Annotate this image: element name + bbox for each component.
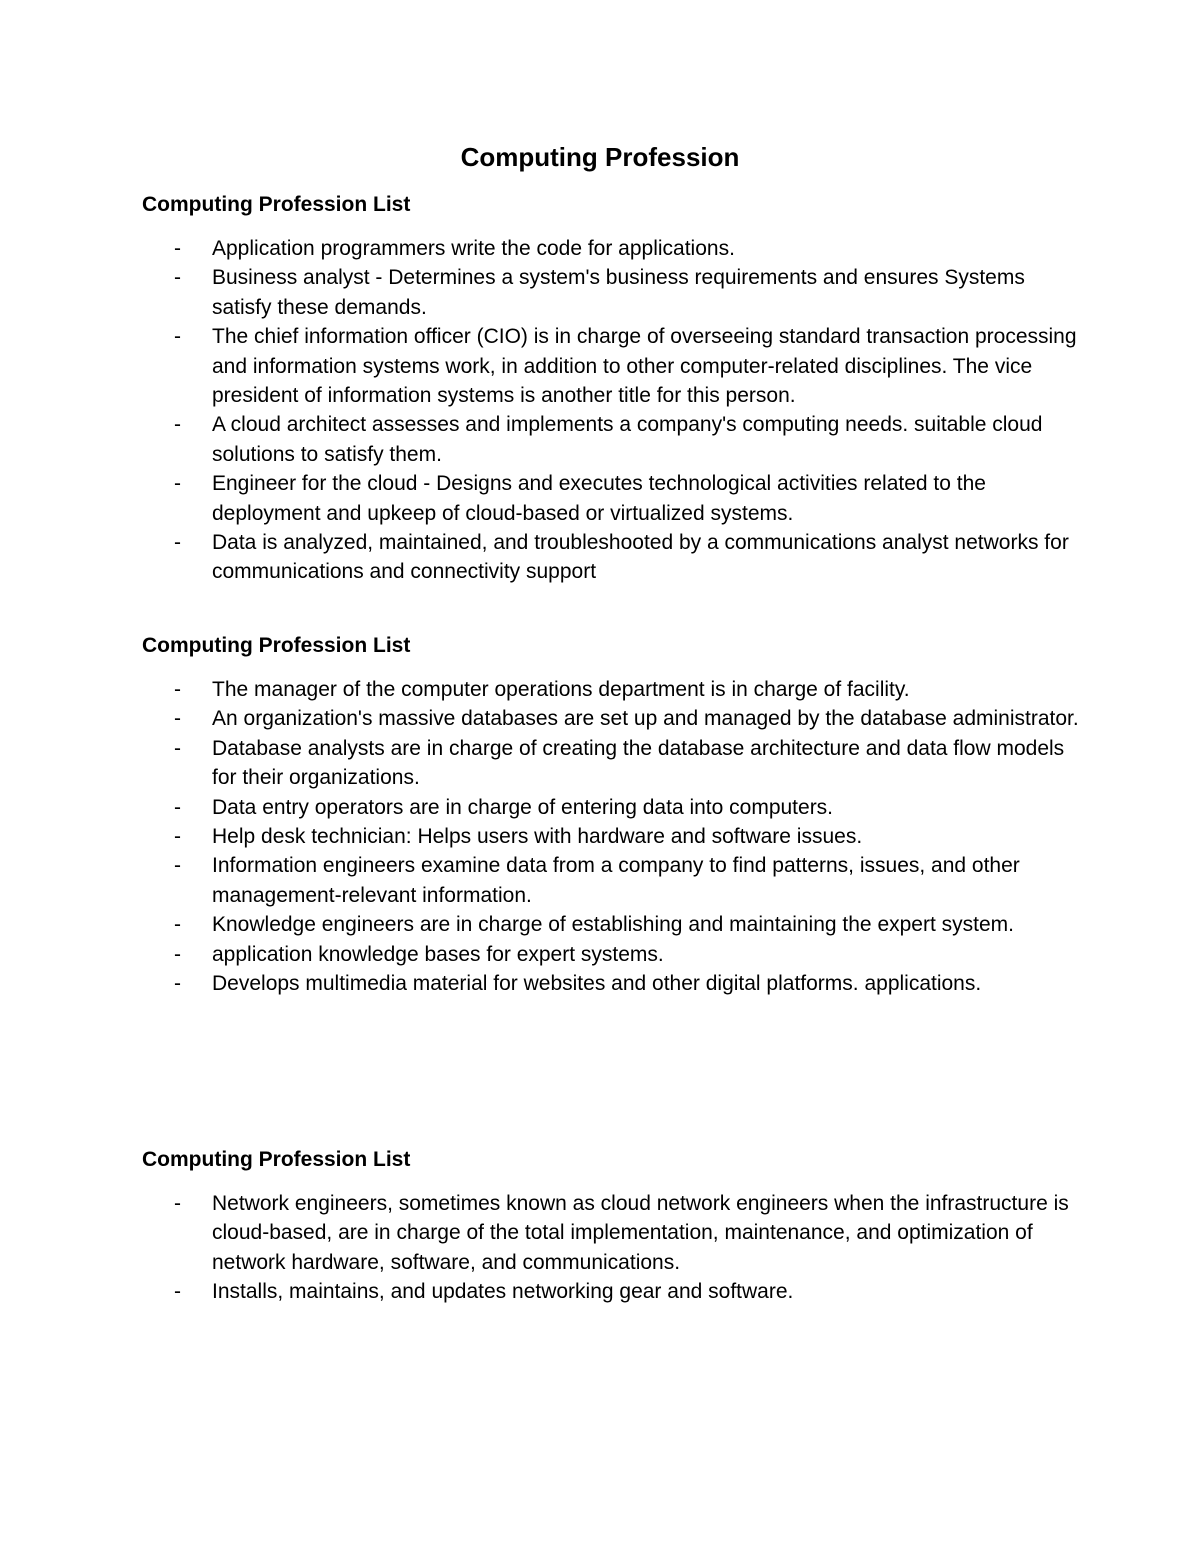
bullet-dash-icon: -	[174, 678, 181, 701]
bullet-dash-icon: -	[174, 472, 181, 496]
list-item	[142, 910, 1082, 939]
list-item	[142, 322, 1082, 410]
list-item	[142, 1189, 1082, 1277]
list-item-text: Data is analyzed, maintained, and troubleshooted by a communications analyst networks for communications and connectivity support	[212, 531, 1069, 584]
bullet-dash-icon: -	[174, 795, 181, 819]
bullet-dash-icon: -	[174, 913, 181, 937]
list-item-text: Engineer for the cloud - Designs and executes technological activities related to the deployment and upkeep of cloud-based or virtualized systems.	[212, 472, 986, 525]
profession-list	[142, 1189, 1082, 1307]
list-item-text: Data entry operators are in charge of entering data into computers.	[212, 795, 834, 819]
bullet-dash-icon: -	[174, 413, 181, 437]
list-item-text: A cloud architect assesses and implements a company's computing needs. suitable cloud solutions to satisfy them.	[212, 413, 1043, 466]
list-item	[142, 263, 1082, 322]
bullet-dash-icon: -	[174, 266, 181, 290]
list-item	[142, 675, 1082, 704]
bullet-dash-icon: -	[174, 825, 181, 849]
list-item-text: Network engineers, sometimes known as cloud network engineers when the infrastructure is cloud-based, are in charge of the total implementation, maintenance, and optimization of network hardware, software, and communications.	[212, 1192, 1069, 1274]
list-item	[142, 940, 1082, 969]
bullet-dash-icon: -	[174, 942, 181, 966]
list-item	[142, 234, 1082, 263]
list-item-text: Help desk technician: Helps users with hardware and software issues.	[212, 825, 863, 849]
list-item	[142, 969, 1082, 998]
bullet-dash-icon: -	[174, 237, 181, 260]
bullet-dash-icon: -	[174, 1280, 181, 1304]
list-item	[142, 1277, 1082, 1306]
list-item-text: The chief information officer (CIO) is in charge of overseeing standard transaction processing and information systems work, in addition to other computer-related disciplines. The vice president of information systems is another title for this person.	[212, 325, 1077, 408]
list-item-text: Information engineers examine data from a company to find patterns, issues, and other management-relevant information.	[212, 854, 1020, 907]
bullet-dash-icon: -	[174, 854, 181, 878]
section-2	[142, 632, 1082, 998]
section-1	[142, 191, 1082, 587]
bullet-dash-icon: -	[174, 531, 181, 555]
list-item-text: Knowledge engineers are in charge of establishing and maintaining the expert system.	[212, 913, 1014, 937]
section-heading: Computing Profession List	[142, 634, 411, 657]
bullet-dash-icon: -	[174, 325, 181, 349]
list-item-text: Database analysts are in charge of creating the database architecture and data flow models for their organizations.	[212, 736, 1065, 790]
bullet-dash-icon: -	[174, 707, 181, 731]
list-item	[142, 410, 1082, 469]
list-item-text: application knowledge bases for expert systems.	[212, 942, 664, 966]
bullet-dash-icon: -	[174, 1192, 181, 1215]
list-item	[142, 528, 1082, 587]
list-item	[142, 734, 1082, 793]
list-item	[142, 793, 1082, 822]
section-heading: Computing Profession List	[142, 1148, 411, 1171]
bullet-dash-icon: -	[174, 736, 181, 760]
bullet-dash-icon: -	[174, 972, 181, 996]
section-heading: Computing Profession List	[142, 193, 411, 216]
list-item-text: The manager of the computer operations department is in charge of facility.	[212, 678, 910, 701]
section-3	[142, 1146, 1082, 1307]
list-item-text: Installs, maintains, and updates networking gear and software.	[212, 1280, 794, 1304]
profession-list	[142, 234, 1082, 587]
list-item-text: Business analyst - Determines a system's business requirements and ensures Systems satisfy these demands.	[212, 266, 1025, 319]
list-item	[142, 851, 1082, 910]
list-item	[142, 704, 1082, 733]
list-item-text: An organization's massive databases are set up and managed by the database administrator.	[212, 707, 1079, 731]
list-item-text: Application programmers write the code for applications.	[212, 237, 735, 260]
list-item-text: Develops multimedia material for websites and other digital platforms. applications.	[212, 972, 982, 996]
list-item	[142, 469, 1082, 528]
profession-list	[142, 675, 1082, 998]
list-item	[142, 822, 1082, 851]
page-title: Computing Profession	[460, 142, 740, 172]
